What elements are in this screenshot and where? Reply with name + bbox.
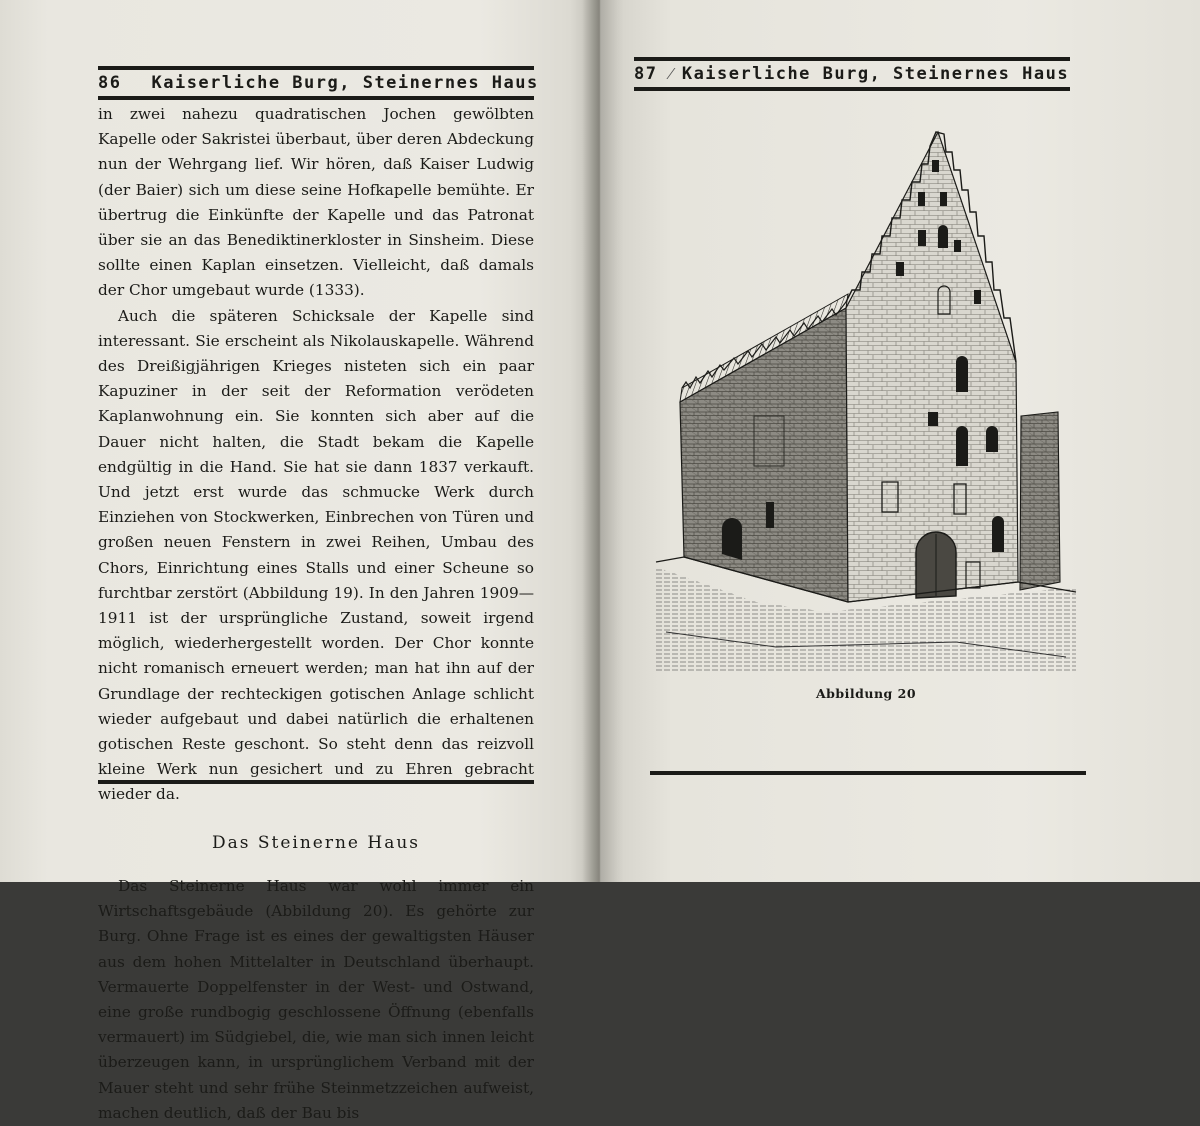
section-paragraph: Das Steinerne Haus war wohl immer ein Wirtschaftsgebäude (Abbildung 20). Es gehörte zur Burg. Ohne Frage ist es eines der gewaltigsten Häuser aus dem hohen Mittelalter in Deutschland überhaupt. Vermauerte Doppelfenster in der West- und Ostwand, eine große rundbogig geschlossene Öffnung (ebenfalls vermauert) im Südgiebel, die, wie man sich innen leicht überzeugen kann, in ursprünglichem Verband mit der Mauer steht und sehr frühe Steinmetzzeichen aufweist, machen deutlich, daß der Bau bis bbox=[98, 876, 534, 1122]
paragraph-1: in zwei nahezu quadratischen Jochen gewölbten Kapelle oder Sakristei überbaut, über deren Abdeckung nun der Wehrgang lief. Wir hören, daß Kaiser Ludwig (der Baier) sich um diese seine Hofkapelle bemühte. Er übertrug die Einkünfte der Kapelle und das Patronat über sie an das Benediktinerkloster in Sinsheim. Diese sollte einen Kaplan einsetzen. Vielleicht, daß damals der Chor umgebaut wurde (1333). bbox=[98, 105, 534, 300]
building-illustration bbox=[656, 112, 1076, 682]
section-heading: Das Steinerne Haus bbox=[211, 832, 421, 853]
page-number-right: 87 bbox=[634, 64, 658, 84]
paragraph-2: Auch die späteren Schicksale der Kapelle sind interessant. Sie erscheint als Nikolauskapelle. Während des Dreißigjährigen Krieges nisteten sich ein paar Kapuziner in der seit der Reformation verödeten Kaplanwohnung ein. Sie konnten sich aber auf die Dauer nicht halten, die Stadt bekam die Kapelle endgültig in die Hand. Sie hat sie dann 1837 verkauft. Und jetzt erst wurde das schmucke Werk durch Einziehen von Stockwerken, Einbrechen von Türen und großen neuen Fenstern in zwei Reihen, Umbau des Chors, Einrichtung eines Stalls und einer Scheune so furchtbar zerstört (Abbildung 19). In den Jahren 1909—1911 ist der ursprüngliche Zustand, soweit irgend möglich, wiederhergestellt worden. Der Chor konnte nicht romanisch erneuert werden; man hat ihn auf der Grundlage der rechteckigen gotischen Anlage schlicht wieder aufgebaut und dabei natürlich die erhaltenen gotischen Reste geschont. So steht denn das reizvoll kleine Werk nun gesichert und zu Ehren gebracht wieder da. bbox=[98, 306, 534, 804]
running-title-right: Kaiserliche Burg, Steinernes Haus bbox=[681, 64, 1070, 84]
page-number-left: 86 bbox=[98, 73, 122, 93]
left-page bbox=[0, 0, 600, 1122]
footer-rule-left bbox=[98, 780, 534, 784]
running-head-left bbox=[98, 66, 539, 100]
running-title-left: Kaiserliche Burg, Steinernes Haus bbox=[151, 73, 539, 93]
footer-rule-right bbox=[650, 771, 1086, 775]
figure-steinernes-haus bbox=[656, 112, 1076, 701]
figure-caption: Abbildung 20 bbox=[815, 686, 917, 701]
running-head-right bbox=[634, 57, 1070, 91]
body-text bbox=[98, 102, 534, 1126]
bleed-mark: ⁄ bbox=[669, 64, 674, 84]
right-page bbox=[600, 0, 1200, 882]
